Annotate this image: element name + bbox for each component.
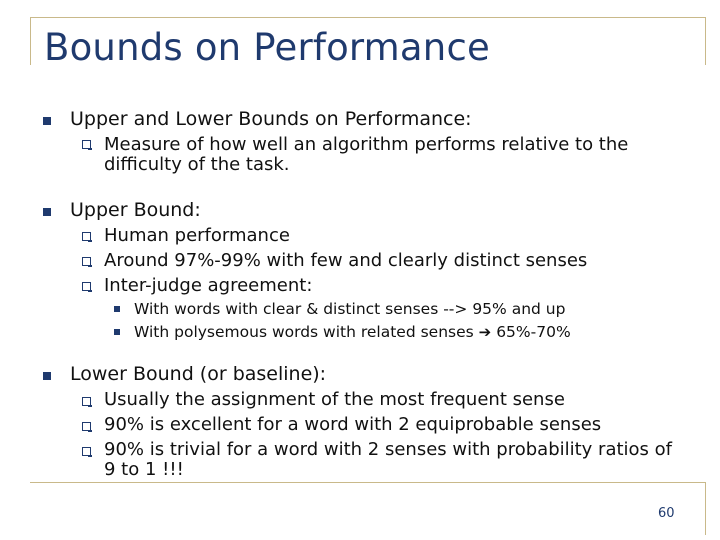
section-heading: Upper and Lower Bounds on Performance: bbox=[70, 108, 472, 130]
detail-value: 65%-70% bbox=[496, 323, 571, 341]
detail-item: With words with clear & distinct senses --> 95% and up bbox=[134, 300, 566, 318]
frame-bottom-right-line bbox=[705, 482, 706, 535]
sub-item: Around 97%-99% with few and clearly distinct senses bbox=[104, 250, 588, 271]
square-bullet-icon bbox=[43, 372, 51, 380]
square-bullet-icon bbox=[43, 117, 51, 125]
sub-item: 90% is trivial for a word with 2 senses with probability ratios of bbox=[104, 439, 673, 460]
checkbox-bullet-icon bbox=[82, 140, 91, 149]
sub-item-continuation: 9 to 1 !!! bbox=[104, 459, 184, 480]
checkbox-bullet-icon bbox=[82, 282, 91, 291]
section-heading: Lower Bound (or baseline): bbox=[70, 363, 327, 385]
detail-item bbox=[134, 323, 571, 341]
detail-text: With polysemous words with related senses bbox=[134, 323, 474, 341]
checkbox-bullet-icon bbox=[82, 257, 91, 266]
checkbox-bullet-icon bbox=[82, 397, 91, 406]
slide-title: Bounds on Performance bbox=[44, 26, 490, 69]
frame-bottom-line bbox=[30, 482, 706, 483]
sub-item: 90% is excellent for a word with 2 equiprobable senses bbox=[104, 414, 602, 435]
square-bullet-icon bbox=[114, 329, 120, 335]
frame-left-line bbox=[30, 17, 31, 65]
frame-right-line bbox=[705, 17, 706, 65]
sub-item: Human performance bbox=[104, 225, 290, 246]
sub-item: Usually the assignment of the most frequent sense bbox=[104, 389, 565, 410]
frame-top-line bbox=[30, 17, 706, 18]
square-bullet-icon bbox=[43, 208, 51, 216]
page-number: 60 bbox=[658, 506, 675, 521]
section-heading: Upper Bound: bbox=[70, 199, 201, 221]
sub-item-continuation: difficulty of the task. bbox=[104, 154, 290, 175]
sub-item: Measure of how well an algorithm performs relative to the bbox=[104, 134, 629, 155]
checkbox-bullet-icon bbox=[82, 447, 91, 456]
checkbox-bullet-icon bbox=[82, 232, 91, 241]
square-bullet-icon bbox=[114, 306, 120, 312]
right-arrow-icon: ➔ bbox=[478, 323, 492, 341]
checkbox-bullet-icon bbox=[82, 422, 91, 431]
sub-item: Inter-judge agreement: bbox=[104, 275, 313, 296]
